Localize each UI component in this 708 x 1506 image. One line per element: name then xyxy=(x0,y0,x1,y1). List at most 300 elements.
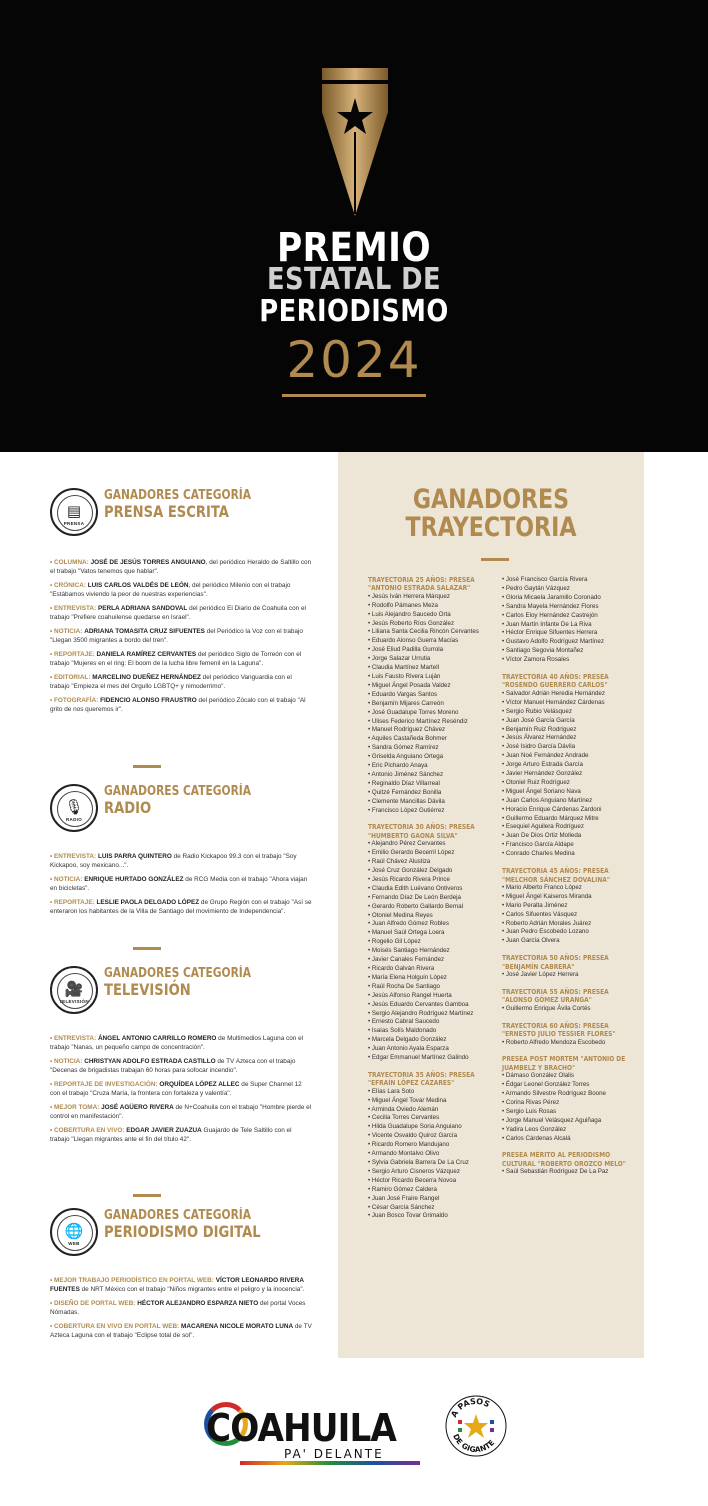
person-name: Benjamín Ruiz Rodríguez xyxy=(505,725,577,733)
trayectoria-name xyxy=(502,841,638,850)
heading-small: GANADORES CATEGORÍA xyxy=(104,1208,251,1223)
bullet-icon: • xyxy=(368,1009,372,1017)
bullet-icon: • xyxy=(50,1300,55,1307)
bullet-icon: • xyxy=(502,1038,506,1046)
person-name: Corina Rivas Pérez xyxy=(505,1098,560,1106)
trayectoria-name xyxy=(502,734,638,743)
trayectoria-group xyxy=(368,823,504,1062)
bullet-icon: • xyxy=(50,899,55,906)
person-name: Reginaldo Díaz Villarreal xyxy=(371,779,440,787)
person-name: Jorge Manuel Velásquez Aguiñaga xyxy=(505,1116,602,1124)
seal-bottom-text: DE GIGANTE xyxy=(451,1432,497,1455)
person-name: Emilio Gerardo Becerril López xyxy=(371,849,455,857)
winner-name: MACARENA NICOLE MORATO LUNA xyxy=(181,1323,294,1330)
bullet-icon: • xyxy=(50,559,55,566)
person-name: Ernesto Cabral Saucedo xyxy=(371,1018,440,1026)
person-name: Eduardo Alonso Guerra Macías xyxy=(371,637,459,645)
bullet-icon: • xyxy=(502,1090,506,1098)
winner-detail: Guajardo de Tele Saltillo con el trabajo "Llegan migrantes ante el fin del título 42". xyxy=(50,1127,292,1143)
bullet-icon: • xyxy=(502,1116,506,1124)
person-name: Griselda Anguiano Ortega xyxy=(371,753,444,761)
winner-detail: de Super Channel 12 con el trabajo "Cruza María, la frontera con fortaleza y valentía". xyxy=(50,1081,302,1097)
bullet-icon: • xyxy=(502,823,506,831)
winner-entry xyxy=(50,650,312,668)
trayectoria-name xyxy=(502,752,638,761)
trayectoria-group-heading: TRAYECTORIA 45 AÑOS: PRESEA "MELCHOR SÁNCHEZ DOVALINA" xyxy=(502,866,610,884)
bullet-icon: • xyxy=(50,1035,55,1042)
person-name: Jesús Roberto Ríos González xyxy=(371,619,455,627)
trayectoria-name xyxy=(502,656,638,665)
bullet-icon: • xyxy=(50,628,55,635)
person-name: José Isidro García Dávila xyxy=(505,743,576,751)
bullet-icon: • xyxy=(368,717,372,725)
person-name: Salvador Adrián Heredia Hernández xyxy=(505,689,605,697)
trayectoria-name xyxy=(502,585,638,594)
person-name: Cecilia Torres Cervantes xyxy=(371,1114,440,1122)
winner-entry xyxy=(50,627,312,645)
heading-small: GANADORES CATEGORÍA xyxy=(104,966,251,981)
person-name: Héctor Enrique Sifuentes Herrera xyxy=(505,629,598,637)
bullet-icon: • xyxy=(368,806,372,814)
winner-entry xyxy=(50,1080,312,1098)
bullet-icon: • xyxy=(502,689,506,697)
person-name: Jorge Arturo Estrada García xyxy=(505,761,583,769)
trayectoria-group xyxy=(502,1055,638,1143)
bullet-icon: • xyxy=(368,911,372,919)
award-label: COBERTURA EN VIVO: xyxy=(54,1127,125,1134)
trayectoria-name xyxy=(368,780,504,789)
trayectoria-name xyxy=(368,920,504,929)
category-heading xyxy=(104,488,251,520)
trayectoria-panel xyxy=(338,452,644,1358)
bullet-icon: • xyxy=(368,991,372,999)
winner-detail: de N+Coahuila con el trabajo "Hombre pierde el control en manifestación". xyxy=(50,1104,312,1120)
award-label: REPORTAJE: xyxy=(54,651,95,658)
award-label: NOTICIA: xyxy=(54,628,83,635)
bullet-icon: • xyxy=(368,1150,372,1158)
trayectoria-name xyxy=(502,788,638,797)
bullet-icon: • xyxy=(368,770,372,778)
category-badge xyxy=(50,488,98,536)
bullet-icon: • xyxy=(502,576,506,583)
trayectoria-name xyxy=(368,593,504,602)
winner-name: ADRIANA TOMASITA CRUZ SIFUENTES xyxy=(84,628,205,635)
bullet-icon: • xyxy=(502,1134,506,1142)
bullet-icon: • xyxy=(502,1168,506,1176)
bullet-icon: • xyxy=(368,840,372,848)
person-name: Roberto Adrián Morales Juárez xyxy=(505,919,592,927)
trayectoria-name xyxy=(368,655,504,664)
trayectoria-group xyxy=(502,576,638,665)
winner-detail: de Multimedios Laguna con el trabajo "Nanas, un pequeño campo de concentración". xyxy=(50,1035,304,1051)
fountain-pen-nib-star-icon xyxy=(318,68,392,218)
bullet-icon: • xyxy=(368,744,372,752)
heading-big: PRENSA ESCRITA xyxy=(104,502,229,521)
person-name: Juan Noé Fernández Andrade xyxy=(505,752,589,760)
bullet-icon: • xyxy=(368,797,372,805)
bullet-icon: • xyxy=(368,735,372,743)
person-name: César García Sánchez xyxy=(371,1203,435,1211)
winner-name: DANIELA RAMÍREZ CERVANTES xyxy=(96,651,197,658)
winner-entry xyxy=(50,1276,312,1294)
bullet-icon: • xyxy=(368,655,372,663)
bullet-icon: • xyxy=(502,1098,506,1106)
bullet-icon: • xyxy=(368,1114,372,1122)
trayectoria-name xyxy=(502,1099,638,1108)
trayectoria-group xyxy=(502,1151,638,1177)
bullet-icon: • xyxy=(368,1045,372,1053)
bullet-icon: • xyxy=(368,1123,372,1131)
bullet-icon: • xyxy=(502,1004,506,1012)
bullet-icon: • xyxy=(502,602,506,610)
person-name: Luis Alejandro Saucedo Orta xyxy=(371,610,451,618)
bullet-icon: • xyxy=(368,1167,372,1175)
bullet-icon: • xyxy=(368,628,372,636)
person-name: Raúl Chávez Alustiza xyxy=(371,858,431,866)
award-label: CRÓNICA: xyxy=(54,582,86,589)
entries-list xyxy=(50,558,312,719)
trayectoria-name xyxy=(368,912,504,921)
trayectoria-group xyxy=(368,576,504,815)
trayectoria-name xyxy=(368,1045,504,1054)
bullet-icon: • xyxy=(368,753,372,761)
trayectoria-group-heading: PRESEA POST MORTEM "ANTONIO DE JUAMBELZ Y BRACHO" xyxy=(502,1054,626,1072)
person-name: Benjamín Mijares Carreón xyxy=(371,699,444,707)
person-name: Carlos Eloy Hernández Castrejón xyxy=(505,611,598,619)
person-name: Aquiles Castañeda Bohmer xyxy=(371,735,447,743)
trayectoria-name xyxy=(502,761,638,770)
person-name: Rodolfo Pámanes Meza xyxy=(371,601,438,609)
trayectoria-name xyxy=(368,682,504,691)
bullet-icon: • xyxy=(502,1107,506,1115)
person-name: Juan Antonio Ayala Esparza xyxy=(371,1045,449,1053)
trayectoria-name xyxy=(502,1081,638,1090)
trayectoria-name xyxy=(368,965,504,974)
bullet-icon: • xyxy=(502,656,506,664)
bullet-icon: • xyxy=(502,698,506,706)
person-name: Sergio Arturo Cisneros Vázquez xyxy=(371,1167,460,1175)
trayectoria-title xyxy=(338,486,644,542)
trayectoria-name xyxy=(502,928,638,937)
bullet-icon: • xyxy=(368,947,372,955)
trayectoria-name xyxy=(368,1106,504,1115)
bullet-icon: • xyxy=(502,892,506,900)
trayectoria-name xyxy=(502,893,638,902)
person-name: Esequiel Aguilera Rodríguez xyxy=(505,823,584,831)
trayectoria-name xyxy=(502,743,638,752)
trayectoria-name xyxy=(368,1150,504,1159)
bullet-icon: • xyxy=(368,646,372,654)
winner-entry xyxy=(50,1057,312,1075)
person-name: Manuel Saúl Ortega Loera xyxy=(371,929,445,937)
trayectoria-name xyxy=(502,937,638,946)
person-name: Sandra Gómez Ramírez xyxy=(371,744,439,752)
person-name: Clemente Mancillas Dávila xyxy=(371,797,445,805)
person-name: Guillermo Eduardo Márquez Mitre xyxy=(505,814,599,822)
trayectoria-name xyxy=(368,1195,504,1204)
person-name: Juan Alfredo Gómez Robles xyxy=(371,920,449,928)
bullet-icon: • xyxy=(502,937,506,945)
winner-name: ENRIQUE HURTADO GONZÁLEZ xyxy=(84,876,184,883)
award-label: COLUMNA: xyxy=(54,559,89,566)
seal-top-text: A PASOS xyxy=(449,1396,492,1419)
person-name: Sylvia Gabriela Barrera De La Cruz xyxy=(371,1159,469,1166)
trayectoria-name xyxy=(368,691,504,700)
title-year: 2024 xyxy=(286,331,422,389)
bullet-icon: • xyxy=(368,956,372,964)
trayectoria-name xyxy=(502,690,638,699)
trayectoria-name xyxy=(368,947,504,956)
trayectoria-column-1 xyxy=(368,576,504,1229)
winner-detail: del portal Voces Nómadas. xyxy=(50,1300,306,1316)
bullet-icon: • xyxy=(368,681,372,689)
trayectoria-group xyxy=(502,954,638,980)
category-heading xyxy=(104,966,251,998)
winner-name: LESLIE PAOLA DELGADO LÓPEZ xyxy=(96,899,200,906)
winner-detail: de TV Azteca con el trabajo "Decenas de brigadistas trabajan 60 horas para sofocar incendio". xyxy=(50,1058,296,1074)
trayectoria-name xyxy=(368,700,504,709)
trayectoria-name xyxy=(502,647,638,656)
bullet-icon: • xyxy=(368,1087,372,1095)
trayectoria-group-heading: TRAYECTORIA 40 AÑOS: PRESEA "ROSENDO GUERRERO CARLOS" xyxy=(502,672,609,690)
trayectoria-name xyxy=(502,779,638,788)
bullet-icon: • xyxy=(502,850,506,858)
bullet-icon: • xyxy=(502,1125,506,1133)
trayectoria-name xyxy=(368,744,504,753)
heading-big: PERIODISMO DIGITAL xyxy=(104,1222,261,1241)
badge-word: WEB xyxy=(68,1241,80,1246)
person-name: Juan Martín Infante De La Riva xyxy=(505,620,592,628)
bullet-icon: • xyxy=(368,973,372,981)
video-camera-icon: 🎥 xyxy=(64,981,84,998)
winner-detail: del periódico El Diario de Coahuila con el trabajo "Prefiere coahuilense quedarse en Israel". xyxy=(50,605,306,621)
bullet-icon: • xyxy=(368,1185,372,1193)
person-name: Carlos Cárdenas Alcalá xyxy=(505,1134,571,1142)
trayectoria-name xyxy=(368,867,504,876)
trayectoria-name xyxy=(368,709,504,718)
entries-list xyxy=(50,852,312,921)
person-name: Vicente Osvaldo Quiroz García xyxy=(371,1132,458,1140)
trayectoria-name xyxy=(368,646,504,655)
person-name: Edgar Emmanuel Martínez Galindo xyxy=(371,1054,469,1062)
award-label: ENTREVISTA: xyxy=(54,605,97,612)
trayectoria-name xyxy=(368,798,504,807)
bullet-icon: • xyxy=(502,778,506,786)
trayectoria-name xyxy=(368,735,504,744)
trayectoria-name xyxy=(502,1072,638,1081)
header-banner xyxy=(0,0,708,452)
trayectoria-name xyxy=(368,673,504,682)
trayectoria-name xyxy=(368,762,504,771)
person-name: Javier Canales Fernández xyxy=(371,956,445,964)
person-name: Jesús Alfonso Rangel Huerta xyxy=(371,991,452,999)
bullet-icon: • xyxy=(502,928,506,936)
trayectoria-name xyxy=(368,1001,504,1010)
bullet-icon: • xyxy=(502,1081,506,1089)
person-name: Juan García Olvera xyxy=(505,937,560,945)
person-name: Juan Bosco Tovar Grimaldo xyxy=(371,1212,448,1220)
category-badge xyxy=(50,784,98,832)
microphone-icon: 🎙 xyxy=(64,799,84,816)
trayectoria-name xyxy=(368,771,504,780)
separator xyxy=(133,947,161,950)
trayectoria-name xyxy=(368,637,504,646)
trayectoria-name xyxy=(368,1159,504,1168)
person-name: Gerardo Roberto Gallardo Bernal xyxy=(371,902,464,910)
trayectoria-column-2 xyxy=(502,576,638,1185)
person-name: Guillermo Enrique Ávila Cortés xyxy=(505,1004,591,1012)
bullet-icon: • xyxy=(368,1212,372,1220)
person-name: Jesús Eduardo Cervantes Gamboa xyxy=(371,1000,469,1008)
coahuila-tagline: PA' DELANTE xyxy=(284,1447,384,1461)
bullet-icon: • xyxy=(368,610,372,618)
person-name: Jesús Ricardo Rivera Prince xyxy=(371,875,450,883)
bullet-icon: • xyxy=(502,752,506,760)
trayectoria-name xyxy=(368,1123,504,1132)
trayectoria-name xyxy=(368,858,504,867)
winner-detail: de Radio Kickapoo 99.3 con el trabajo "Soy Kickapoo, soy mexicano...". xyxy=(50,853,297,869)
person-name: Héctor Ricardo Becerra Novoa xyxy=(371,1176,457,1184)
bullet-icon: • xyxy=(368,664,372,672)
trayectoria-name xyxy=(502,699,638,708)
globe-icon: 🌐 xyxy=(64,1223,84,1240)
trayectoria-name xyxy=(368,611,504,620)
trayectoria-name xyxy=(368,789,504,798)
person-name: Francisco López Gutiérrez xyxy=(371,806,445,814)
person-name: Miguel Ángel Posada Valdez xyxy=(371,681,451,689)
trayectoria-name xyxy=(502,902,638,911)
trayectoria-name xyxy=(502,1108,638,1117)
bullet-icon: • xyxy=(368,1018,372,1026)
bullet-icon: • xyxy=(50,1277,55,1284)
bullet-icon: • xyxy=(368,938,372,946)
bullet-icon: • xyxy=(502,734,506,742)
winner-entry xyxy=(50,1322,312,1340)
trayectoria-name xyxy=(368,1010,504,1019)
trayectoria-name xyxy=(368,903,504,912)
year-underline xyxy=(282,394,426,397)
award-label: REPORTAJE DE INVESTIGACIÓN: xyxy=(54,1081,158,1088)
trayectoria-group xyxy=(502,1022,638,1048)
bullet-icon: • xyxy=(368,858,372,866)
entries-list xyxy=(50,1034,312,1149)
trayectoria-name xyxy=(502,1135,638,1144)
trayectoria-name xyxy=(368,753,504,762)
bullet-icon: • xyxy=(368,1054,372,1062)
person-name: José Francisco García Rivera xyxy=(505,576,588,583)
bullet-icon: • xyxy=(368,1096,372,1104)
bullet-icon: • xyxy=(502,841,506,849)
winner-entry xyxy=(50,558,312,576)
winner-entry xyxy=(50,1126,312,1144)
trayectoria-title-line2: TRAYECTORIA xyxy=(405,512,577,543)
bullet-icon: • xyxy=(368,1194,372,1202)
bullet-icon: • xyxy=(368,699,372,707)
badge-word: TELEVISIÓN xyxy=(59,999,89,1004)
heading-small: GANADORES CATEGORÍA xyxy=(104,488,251,503)
bullet-icon: • xyxy=(368,690,372,698)
trayectoria-group-heading: PRESEA MÉRITO AL PERIODISMO CULTURAL "ROBERTO OROZCO MELO" xyxy=(502,1150,626,1168)
bullet-icon: • xyxy=(368,1105,372,1113)
bullet-icon: • xyxy=(502,584,506,592)
trayectoria-name xyxy=(502,1039,638,1048)
bullet-icon: • xyxy=(368,762,372,770)
person-name: Juan José García García xyxy=(505,716,575,724)
person-name: Juan Carlos Anguiano Martínez xyxy=(505,796,593,804)
bullet-icon: • xyxy=(502,611,506,619)
trayectoria-name xyxy=(502,920,638,929)
person-name: Javier Hernández González xyxy=(505,770,583,778)
person-name: Mario Alberto Franco López xyxy=(505,883,582,891)
winner-entry xyxy=(50,604,312,622)
bullet-icon: • xyxy=(502,770,506,778)
winner-entry xyxy=(50,581,312,599)
trayectoria-name xyxy=(368,620,504,629)
trayectoria-name xyxy=(368,929,504,938)
bullet-icon: • xyxy=(502,901,506,909)
person-name: Gustavo Adolfo Rodríguez Martínez xyxy=(505,638,604,646)
bullet-icon: • xyxy=(368,849,372,857)
trayectoria-name xyxy=(502,726,638,735)
trayectoria-group-heading: TRAYECTORIA 60 AÑOS: PRESEA "ERNESTO JULIO TESSIER FLORES" xyxy=(502,1020,616,1039)
trayectoria-name xyxy=(502,1117,638,1126)
title-premio: PREMIO xyxy=(276,225,432,271)
bullet-icon: • xyxy=(368,779,372,787)
category-heading xyxy=(104,1208,261,1240)
winner-name: ORQUÍDEA LÓPEZ ALLEC xyxy=(159,1081,240,1088)
bullet-icon: • xyxy=(502,593,506,601)
trayectoria-name xyxy=(502,594,638,603)
trayectoria-name xyxy=(502,832,638,841)
person-name: José Cruz González Delgado xyxy=(371,867,453,874)
winner-entry xyxy=(50,1034,312,1052)
bullet-icon: • xyxy=(50,1323,55,1330)
winner-entry xyxy=(50,898,312,916)
trayectoria-name xyxy=(502,884,638,893)
trayectoria-name xyxy=(368,1054,504,1063)
bullet-icon: • xyxy=(368,1176,372,1184)
winner-detail: , del periódico Heraldo de Saltillo con el trabajo "Vatos tenemos que hablar". xyxy=(50,559,312,575)
trayectoria-name xyxy=(502,770,638,779)
person-name: Miguel Ángel Kaiseros Miranda xyxy=(505,892,592,900)
person-name: Ramiro Gómez Caldera xyxy=(371,1185,437,1193)
person-name: Francisco García Aldape xyxy=(505,841,574,849)
bullet-icon: • xyxy=(502,707,506,715)
award-label: FOTOGRAFÍA: xyxy=(54,697,99,704)
newspaper-icon: ▤ xyxy=(66,503,82,520)
trayectoria-name xyxy=(368,1036,504,1045)
trayectoria-name xyxy=(502,621,638,630)
bullet-icon: • xyxy=(50,1127,55,1134)
person-name: Eduardo Vargas Santos xyxy=(371,690,438,698)
trayectoria-name xyxy=(502,717,638,726)
award-label: EDITORIAL: xyxy=(54,674,91,681)
title-estatal: ESTATAL DE xyxy=(266,262,442,297)
award-label: ENTREVISTA: xyxy=(54,1035,97,1042)
winner-detail: del periódico Zócalo con el trabajo "Al grito de nos queremos ir". xyxy=(50,697,306,713)
winner-name: CHRISTYAN ADOLFO ESTRADA CASTILLO xyxy=(84,1058,216,1065)
separator xyxy=(133,1194,161,1197)
trayectoria-name xyxy=(502,1005,638,1014)
trayectoria-name xyxy=(368,1018,504,1027)
bullet-icon: • xyxy=(368,920,372,928)
bullet-icon: • xyxy=(502,743,506,751)
category-heading xyxy=(104,784,251,816)
person-name: María Elena Holguín López xyxy=(371,973,447,981)
footer xyxy=(0,1358,708,1506)
trayectoria-name xyxy=(368,992,504,1001)
person-name: Rogelio Gil López xyxy=(371,938,421,946)
